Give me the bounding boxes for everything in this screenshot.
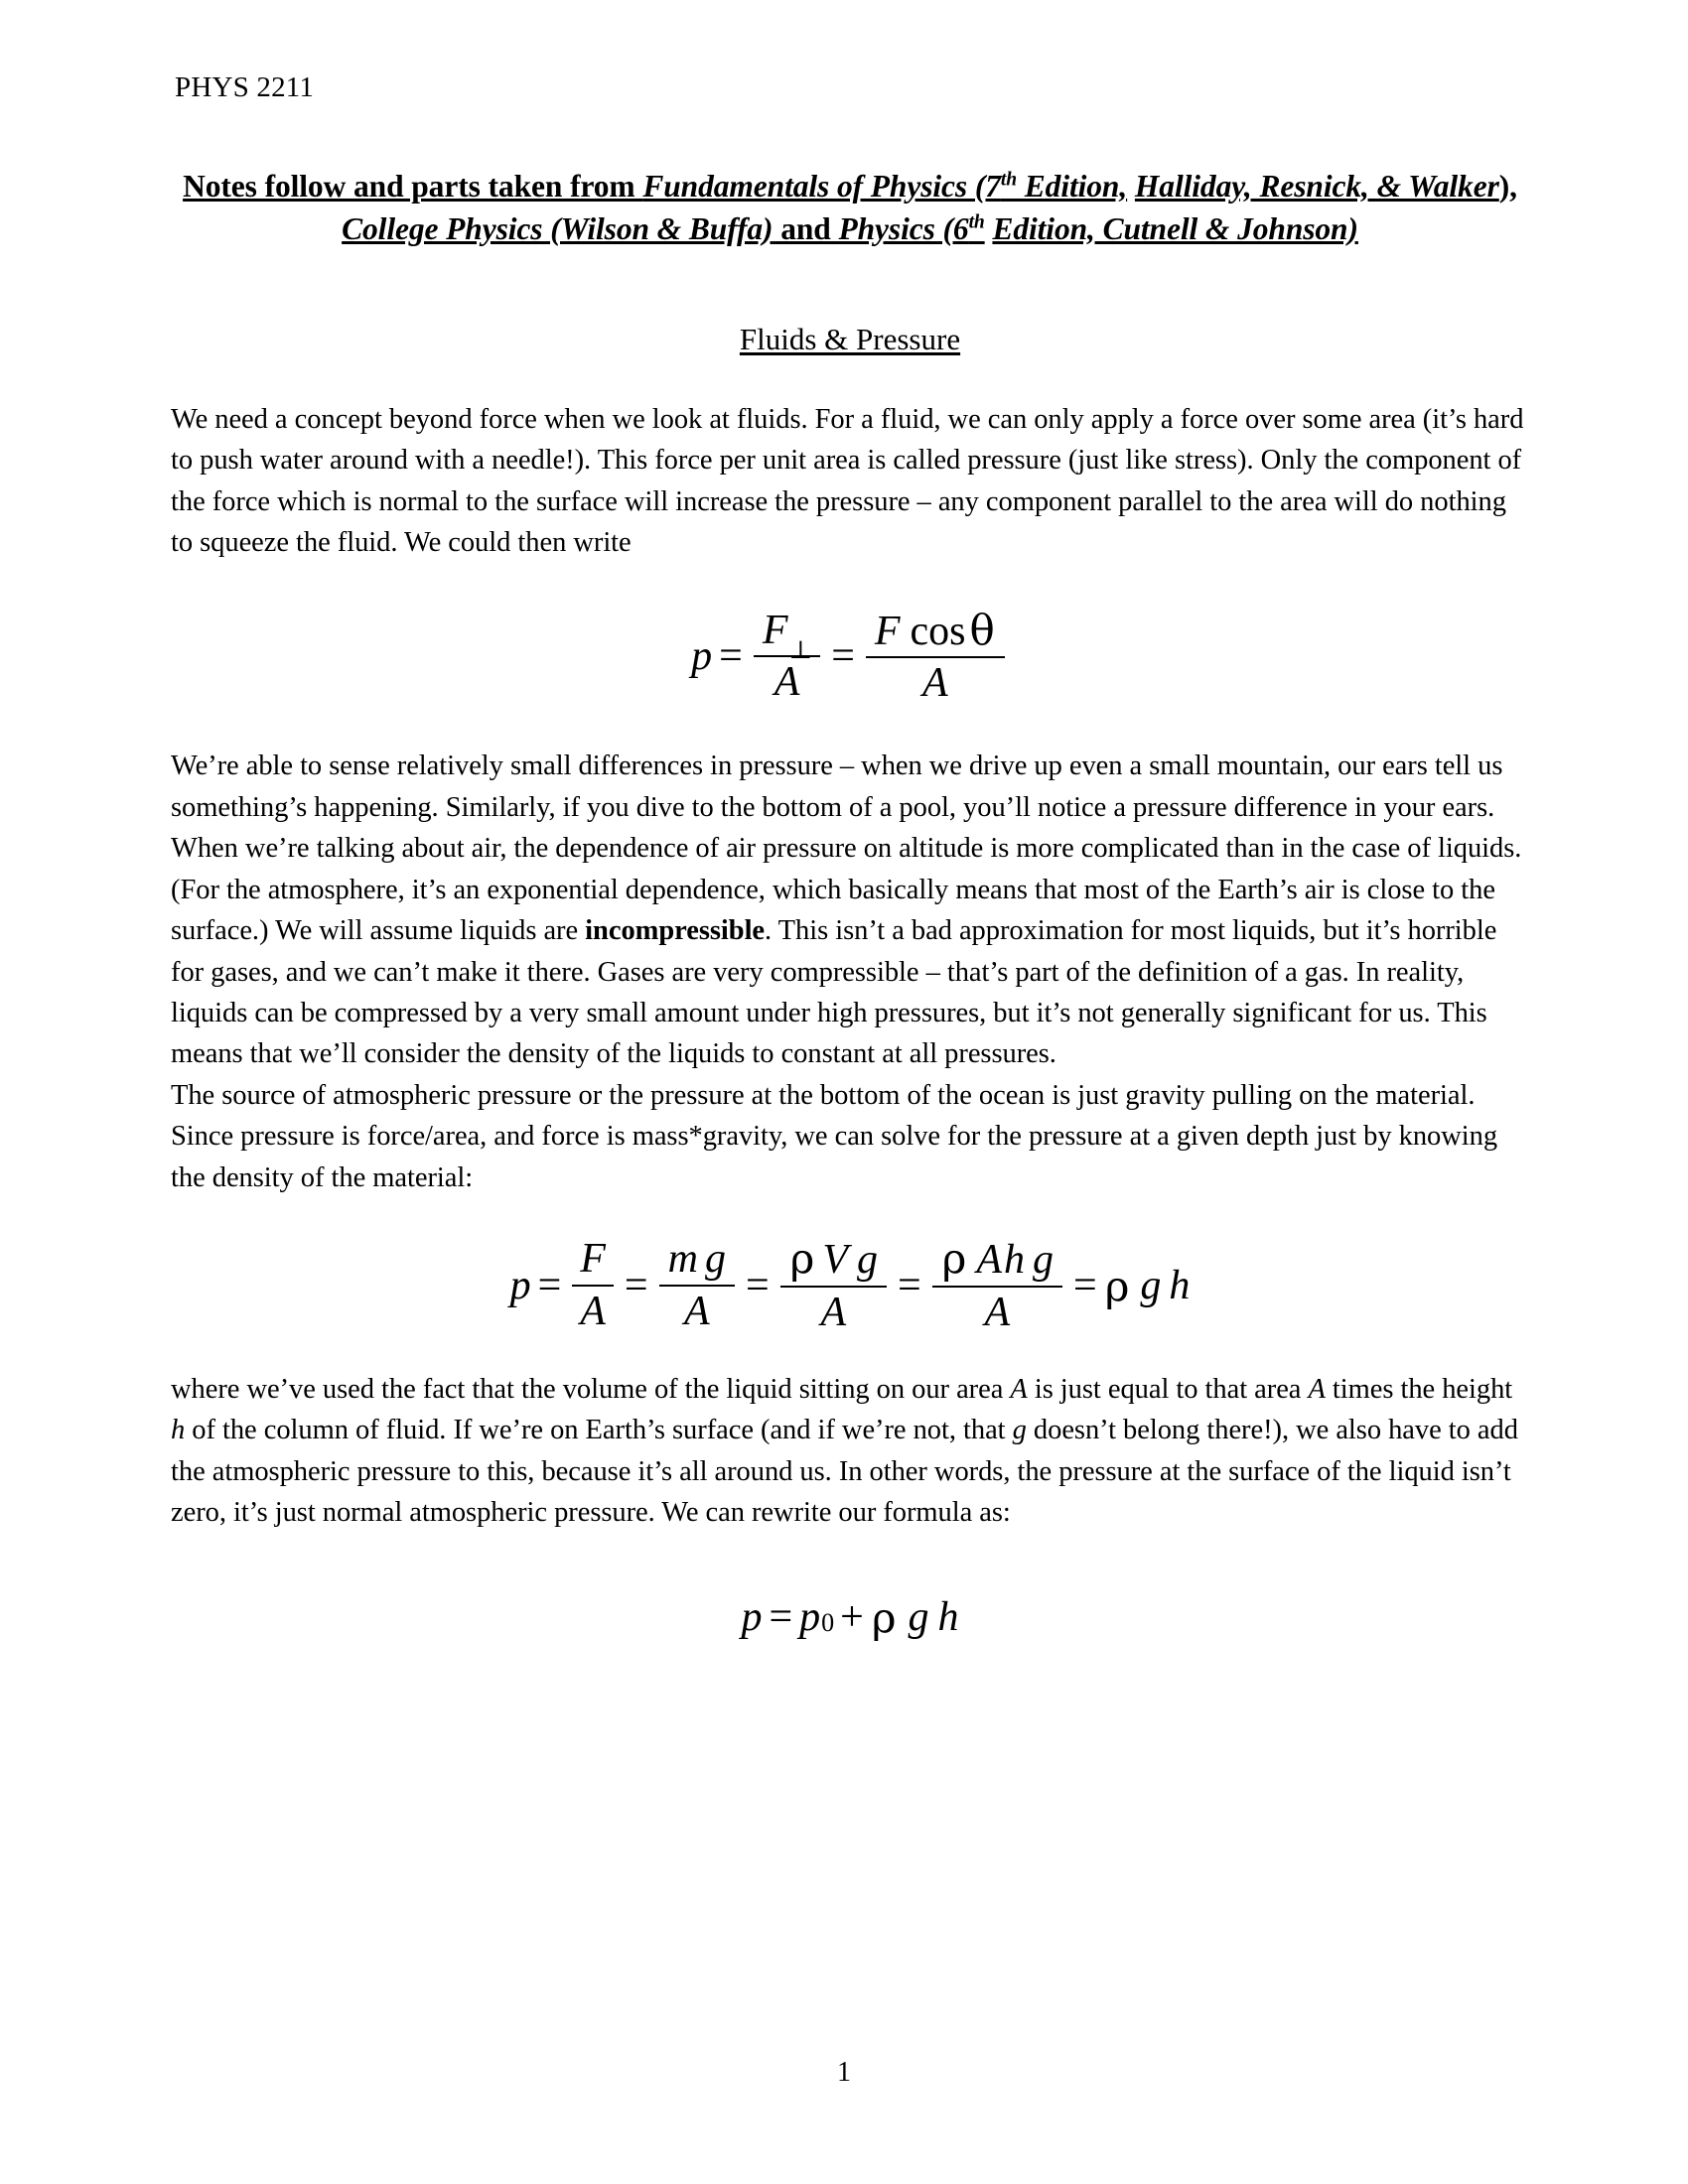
p4-part-b: is just equal to that area <box>1027 1373 1309 1405</box>
eq2-g1: g <box>704 1236 726 1283</box>
p4-variable-area-1: A <box>1010 1373 1028 1405</box>
p4-variable-gravity: g <box>1012 1415 1027 1446</box>
equation-pressure-definition <box>171 605 1529 707</box>
attribution-line-2-plain-a: ), <box>1498 169 1517 205</box>
eq2-g2: g <box>856 1237 878 1284</box>
paragraph-source-of-pressure: The source of atmospheric pressure or the pressure at the bottom of the ocean is just gravity pulling on the material. Since pressure is force/area, and force is mass*gravity, we can solve for the pressure at a given depth just by knowing the density of the material: <box>171 1079 1498 1193</box>
eq2-f1-num: F <box>580 1236 606 1283</box>
p4-part-a: where we’ve used the fact that the volume of the liquid sitting on our area <box>171 1373 1011 1405</box>
p4-part-c: times the height <box>1325 1373 1513 1405</box>
eq1-fraction-2-numerator <box>866 605 1005 656</box>
equation-2-math <box>509 1236 1192 1335</box>
eq2-rho1: ρ <box>789 1234 815 1284</box>
term-incompressible: incompressible <box>585 915 766 947</box>
eq1-F: F <box>762 607 788 653</box>
eq2-rhs-rho: ρ <box>1104 1261 1130 1310</box>
paragraph-volume-explanation <box>171 1369 1529 1534</box>
eq2-equals-1: = <box>537 1263 562 1309</box>
attribution-line-1-plain: Notes follow and parts taken from <box>183 169 643 205</box>
paragraph-incompressibility <box>171 746 1529 1075</box>
eq1-theta: θ <box>969 605 995 654</box>
paragraph-pressure-intro: We need a concept beyond force when we look at fluids. For a fluid, we can only apply a force over some area (it’s hard to push water around with a needle!). This force per unit area is called pressure (just like stress). Only the component of the force which is normal to the surface will increase the pressure – any component parallel to the area will do nothing to squeeze the fluid. We could then write <box>171 403 1524 559</box>
eq1-fraction-2 <box>866 605 1005 707</box>
eq2-fraction-force-area <box>572 1237 614 1334</box>
eq2-m: m <box>667 1236 698 1283</box>
equation-absolute-pressure <box>171 1593 1529 1642</box>
eq2-f4-den: A <box>932 1286 1062 1335</box>
attribution-title-block <box>171 166 1529 249</box>
eq2-f2-den: A <box>659 1285 735 1334</box>
attribution-line-1-superscript: th <box>1000 169 1017 191</box>
attribution-book-physics: Physics (6 <box>838 210 969 246</box>
eq1-fraction-2-denominator: A <box>866 656 1005 706</box>
paragraph-incompressibility-part-a: We’re able to sense relatively small differences in pressure – when we drive up even a small mountain, our ears tell us something’s happening. Similarly, if you dive to the bottom of a pool, you’ll notice a pressure difference in your ears. When we’re talking about air, the dependence of air pressure on altitude is more complicated than in the case of liquids. (For the atmosphere, it’s an exponential dependence, which basically means that most of the Earth’s air is close to the surface.) We will assume liquids are <box>171 751 1522 947</box>
p4-part-d: of the column of fluid. If we’re on Earth’s surface (and if we’re not, that <box>185 1415 1013 1446</box>
eq2-f3-den: A <box>780 1286 887 1335</box>
paragraph-incompressibility-part-b: . This isn’t a bad approximation for most liquids, but it’s horrible for gases, and we can’t make it there. Gases are very compressible – that’s part of the definition of a gas. In reality, liquids can be compressed by a very small amount under high pressures, but it’s not generally significant for us. This means that we’ll consider the density of the liquids to constant at all pressures. <box>171 915 1497 1070</box>
eq2-equals-4: = <box>897 1263 921 1309</box>
eq2-fraction-rho-v-g-area <box>780 1236 887 1335</box>
attribution-book-halliday: Halliday, Resnick, & Walker <box>1134 169 1499 205</box>
eq2-A: A <box>976 1237 1003 1284</box>
eq1-fraction-1-numerator <box>754 607 820 664</box>
eq3-plus: + <box>840 1594 864 1641</box>
eq2-fraction-rho-a-h-g-area <box>932 1236 1062 1335</box>
eq2-h: h <box>1004 1237 1026 1284</box>
eq3-g: g <box>908 1594 929 1641</box>
eq3-equals: = <box>769 1594 793 1641</box>
eq1-equals-1: = <box>719 633 743 680</box>
eq2-f3-num <box>780 1236 887 1285</box>
attribution-line-3 <box>992 211 1357 246</box>
eq2-equals-3: = <box>745 1263 770 1309</box>
eq1-perp-subscript: ⊥ <box>788 637 813 664</box>
attribution-line-1 <box>183 169 1127 204</box>
equation-1-math <box>690 605 1010 707</box>
eq2-V: V <box>822 1237 848 1284</box>
page-number: 1 <box>837 2057 851 2088</box>
attribution-line-2-superscript: th <box>968 211 985 233</box>
eq2-lhs: p <box>509 1263 531 1309</box>
attribution-book-college-physics: College Physics (Wilson & Buffa) <box>342 210 774 246</box>
p4-variable-height: h <box>171 1415 186 1446</box>
eq2-rhs-g: g <box>1140 1263 1162 1309</box>
equation-3-math: p = p 0 + ρ g h <box>741 1592 959 1642</box>
eq2-f1-den: A <box>572 1285 614 1334</box>
attribution-line-1-italic: Fundamentals of Physics (7 <box>642 169 1001 205</box>
attribution-line-2-plain-b: and <box>773 210 839 246</box>
eq3-h: h <box>937 1594 959 1641</box>
eq1-F2: F <box>874 608 901 654</box>
eq1-cos: cos <box>910 608 966 654</box>
course-header: PHYS 2211 <box>175 71 315 103</box>
eq1-fraction-1-denominator: A <box>754 655 820 705</box>
eq2-rho2: ρ <box>941 1234 967 1284</box>
eq2-fraction-mg-area <box>659 1237 735 1334</box>
eq1-lhs: p <box>691 633 713 680</box>
attribution-line-1-italic-tail: Edition, <box>1016 169 1128 205</box>
eq2-rhs-h: h <box>1169 1263 1191 1309</box>
eq3-p0-variable: p <box>799 1594 821 1641</box>
p4-part-e: doesn’t belong there!), we also have to add the atmospheric pressure to this, because it’s all around us. In other words, the pressure at the surface of the liquid isn’t zero, it’s just normal atmospheric pressure. We can rewrite our formula as: <box>171 1415 1518 1529</box>
eq2-equals-2: = <box>624 1263 648 1309</box>
eq2-equals-5: = <box>1073 1263 1097 1309</box>
eq3-lhs: p <box>741 1594 763 1641</box>
eq2-f4-num <box>932 1236 1062 1285</box>
eq2-g3: g <box>1033 1237 1055 1284</box>
eq3-rho: ρ <box>871 1592 897 1642</box>
p4-variable-area-2: A <box>1308 1373 1326 1405</box>
attribution-book-cutnell: Edition, Cutnell & Johnson) <box>992 210 1358 246</box>
eq1-equals-2: = <box>831 633 855 680</box>
equation-hydrostatic-derivation <box>171 1236 1529 1335</box>
eq2-f2-num <box>659 1237 735 1284</box>
section-heading: Fluids & Pressure <box>739 321 961 356</box>
eq1-fraction-1 <box>754 609 820 706</box>
